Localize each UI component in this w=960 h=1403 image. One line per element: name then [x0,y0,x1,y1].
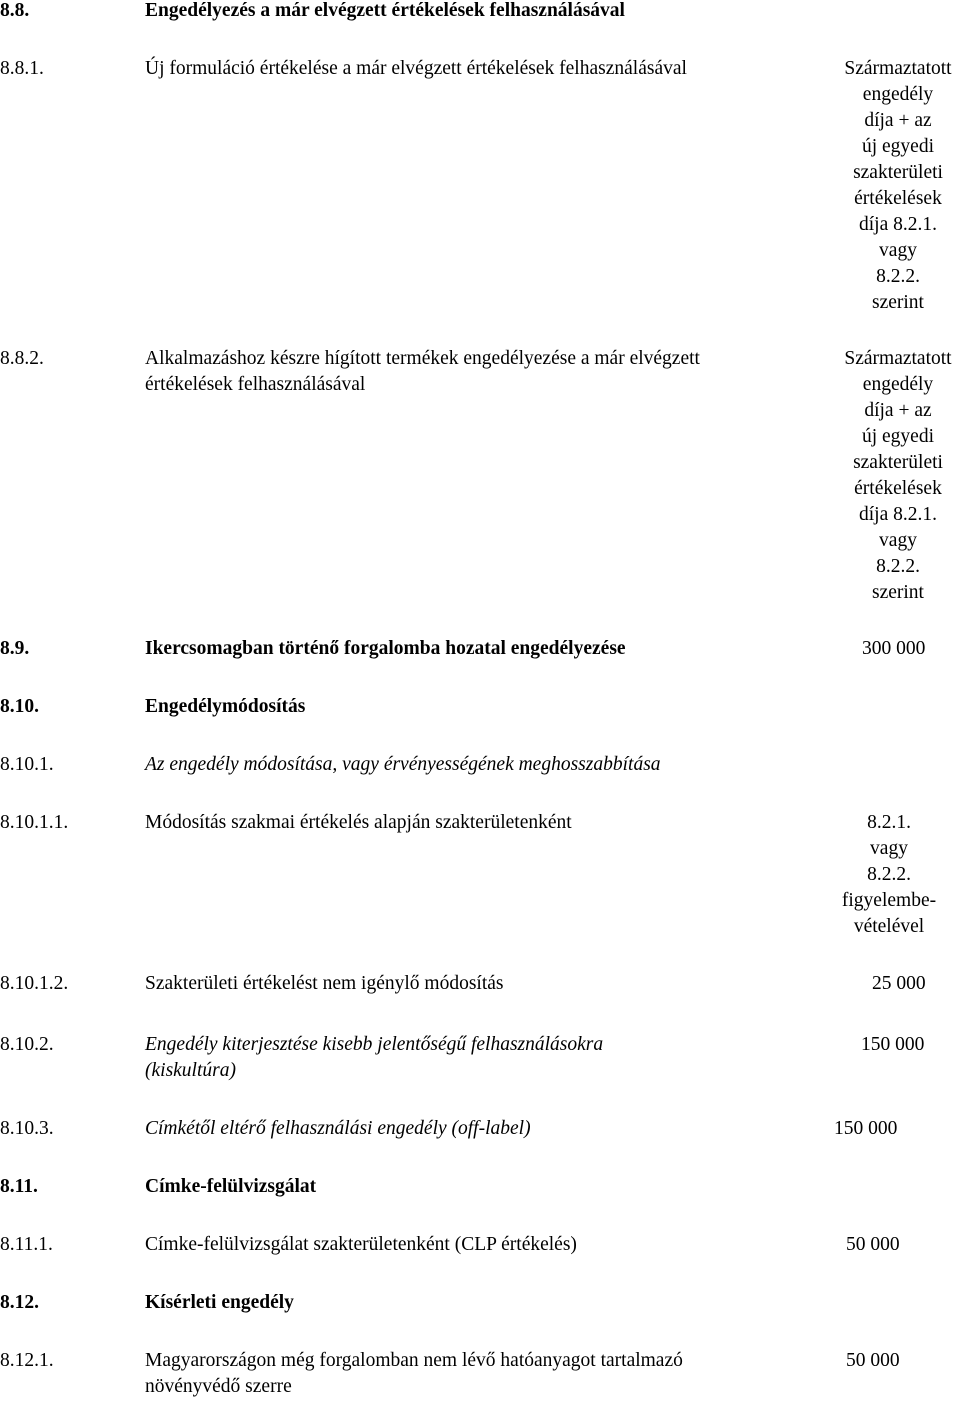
item-number: 8.10.1.2. [0,973,69,994]
item-number: 8.8.1. [0,58,44,79]
section-title: Ikercsomagban történő forgalomba hozatal engedélyezése [145,638,626,659]
item-number: 8.10.1. [0,754,54,775]
item-number: 8.8.2. [0,348,44,369]
item-fee: 50 000 [846,1234,900,1255]
section-title: Engedélymódosítás [145,696,306,717]
item-number: 8.10.2. [0,1034,54,1055]
item-number: 8.10.3. [0,1118,54,1139]
item-description: Szakterületi értékelést nem igénylő módosítás [145,973,504,994]
item-description: Alkalmazáshoz készre hígított termékek engedélyezése a már elvégzett értékelések felhasználásával [145,348,700,395]
item-fee: 8.2.1. vagy 8.2.2. figyelembe- vételével [841,812,937,937]
item-description: Módosítás szakmai értékelés alapján szakterületenként [145,812,572,833]
item-number: 8.11.1. [0,1234,53,1255]
item-fee: 150 000 [861,1034,925,1055]
item-fee: 50 000 [846,1350,900,1371]
item-description: Az engedély módosítása, vagy érvényességének meghosszabbítása [145,754,661,775]
item-fee: 150 000 [834,1118,898,1139]
section-title: Kísérleti engedély [145,1292,294,1313]
section-number: 8.12. [0,1292,39,1313]
item-fee: Származtatott engedély díja + az új egyedi szakterületi értékelések díja 8.2.1. vagy 8.2.2. szerint [844,58,952,313]
section-number: 8.11. [0,1176,38,1197]
item-number: 8.10.1.1. [0,812,69,833]
item-description: Címke-felülvizsgálat szakterületenként (CLP értékelés) [145,1234,577,1255]
section-number: 8.8. [0,0,30,21]
item-fee: 300 000 [862,638,926,659]
item-description: Új formuláció értékelése a már elvégzett értékelések felhasználásával [145,58,687,79]
section-title: Címke-felülvizsgálat [145,1176,317,1197]
section-number: 8.10. [0,696,39,717]
item-fee: 25 000 [872,973,926,994]
section-number: 8.9. [0,638,30,659]
item-description: Címkétől eltérő felhasználási engedély (off-label) [145,1118,531,1139]
item-description: Engedély kiterjesztése kisebb jelentőségű felhasználásokra (kiskultúra) [145,1034,604,1081]
item-fee: Származtatott engedély díja + az új egyedi szakterületi értékelések díja 8.2.1. vagy 8.2.2. szerint [844,348,952,603]
item-description: Magyarországon még forgalomban nem lévő hatóanyagot tartalmazó növényvédő szerre [145,1350,683,1397]
item-number: 8.12.1. [0,1350,54,1371]
section-title: Engedélyezés a már elvégzett értékelések felhasználásával [145,0,625,21]
